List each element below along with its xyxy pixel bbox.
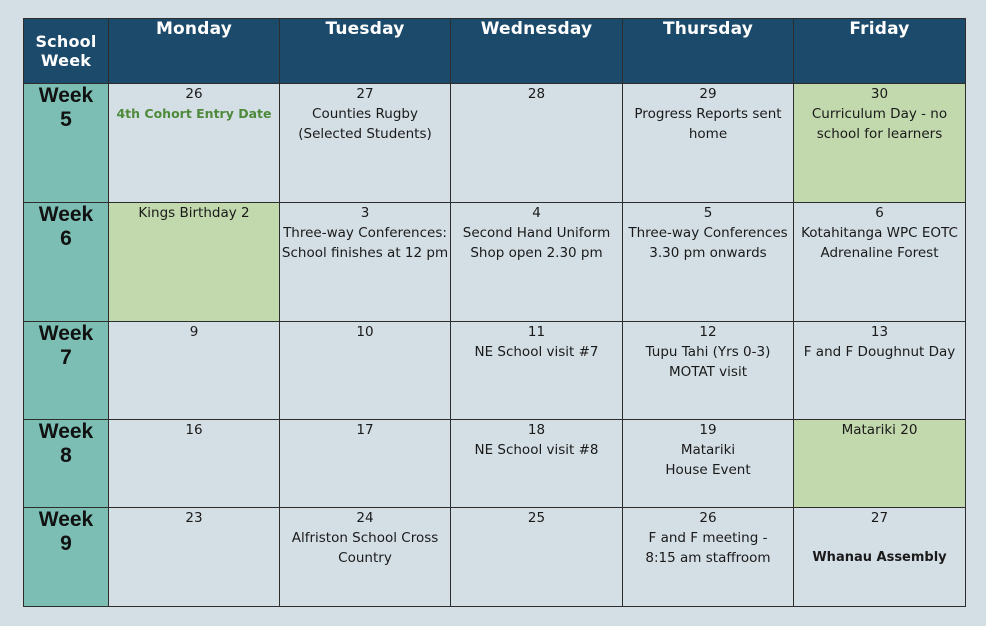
event-counties-rugby-line1: Counties Rugby [312, 106, 418, 122]
week-label-word: Week [38, 322, 94, 345]
day-number: 28 [527, 86, 546, 102]
day-cell-mon-26 [109, 84, 280, 203]
day-cell-thu-29 [623, 84, 794, 203]
day-cell-wed-4 [451, 203, 623, 322]
week-label-number: 9 [60, 532, 72, 555]
week-label-9 [24, 508, 109, 607]
day-cell-wed-18 [451, 420, 623, 508]
day-cell-wed-25 [451, 508, 623, 607]
day-cell-fri-6 [794, 203, 966, 322]
event-three-way-conferences: Three-way Conferences: School finishes at 12 pm [281, 225, 449, 261]
event-matariki-holiday: Matariki 20 [841, 422, 918, 438]
day-number: 13 [870, 324, 889, 340]
week-row-7 [24, 322, 966, 420]
day-number: 6 [875, 205, 884, 221]
header-wednesday: Wednesday [451, 19, 623, 84]
day-cell-mon-2 [109, 203, 280, 322]
event-counties-rugby-line2: (Selected Students) [298, 126, 432, 142]
event-ne-school-visit-7: NE School visit #7 [474, 344, 599, 360]
day-number: 26 [185, 86, 203, 102]
day-cell-tue-10 [280, 322, 451, 420]
event-cohort-entry: 4th Cohort Entry Date [116, 106, 272, 121]
event-cross-country: Alfriston School Cross Country [291, 530, 439, 566]
header-school-week [24, 19, 109, 84]
day-number: 30 [870, 86, 889, 102]
header-monday: Monday [109, 19, 280, 84]
event-kings-birthday: Kings Birthday 2 [138, 205, 250, 221]
day-number: 24 [356, 510, 374, 526]
week-label-word: Week [38, 508, 94, 531]
day-number: 16 [185, 422, 203, 438]
day-number: 26 [699, 510, 717, 526]
day-number: 9 [189, 324, 199, 340]
event-curriculum-day: Curriculum Day - no school for learners [811, 106, 948, 142]
event-f-and-f-meeting: F and F meeting - [648, 530, 768, 546]
week-label-number: 8 [60, 444, 72, 467]
event-uniform-shop: Second Hand Uniform Shop open 2.30 pm [462, 225, 611, 261]
event-counties-rugby [280, 104, 450, 144]
day-cell-thu-12 [623, 322, 794, 420]
cell-spacer [794, 528, 965, 548]
day-cell-mon-9 [109, 322, 280, 420]
week-label-5 [24, 84, 109, 203]
day-cell-tue-24 [280, 508, 451, 607]
header-friday: Friday [794, 19, 966, 84]
day-cell-fri-20 [794, 420, 966, 508]
week-label-7 [24, 322, 109, 420]
day-number: 27 [870, 510, 889, 526]
event-f-and-f-meeting-time: 8:15 am staffroom [645, 550, 771, 566]
week-label-word: Week [38, 203, 94, 226]
event-progress-reports: Progress Reports sent home [634, 106, 782, 142]
week-row-8 [24, 420, 966, 508]
day-cell-wed-28 [451, 84, 623, 203]
day-number: 12 [699, 324, 717, 340]
day-cell-tue-17 [280, 420, 451, 508]
day-cell-thu-5 [623, 203, 794, 322]
event-three-way-conferences-evening: Three-way Conferences 3.30 pm onwards [628, 225, 788, 261]
week-label-number: 6 [60, 227, 72, 250]
event-doughnut-day: F and F Doughnut Day [803, 344, 956, 360]
day-cell-mon-16 [109, 420, 280, 508]
day-number: 18 [527, 422, 546, 438]
week-label-number: 5 [60, 108, 72, 131]
week-row-6 [24, 203, 966, 322]
day-number: 11 [527, 324, 546, 340]
header-tuesday: Tuesday [280, 19, 451, 84]
event-eotc-adrenaline-forest: Kotahitanga WPC EOTC Adrenaline Forest [801, 225, 958, 261]
day-number: 27 [356, 86, 374, 102]
day-number: 10 [356, 324, 374, 340]
header-row [24, 19, 966, 84]
day-number: 29 [699, 86, 717, 102]
day-number: 3 [360, 205, 370, 221]
event-matariki: Matariki [680, 442, 736, 458]
header-thursday: Thursday [623, 19, 794, 84]
week-row-9 [24, 508, 966, 607]
week-label-word: Week [38, 84, 94, 107]
event-whanau-assembly: Whanau Assembly [812, 550, 947, 565]
week-row-5 [24, 84, 966, 203]
event-house-event: House Event [665, 462, 751, 478]
day-number: 23 [185, 510, 203, 526]
day-cell-fri-27 [794, 508, 966, 607]
day-number: 25 [527, 510, 546, 526]
day-cell-fri-13 [794, 322, 966, 420]
school-calendar-table [23, 18, 966, 607]
day-cell-tue-3 [280, 203, 451, 322]
event-motat-visit: Tupu Tahi (Yrs 0-3) MOTAT visit [645, 344, 771, 380]
header-school-week-line1: School [35, 32, 97, 51]
day-cell-thu-19 [623, 420, 794, 508]
event-ne-school-visit-8: NE School visit #8 [474, 442, 599, 458]
day-number: 19 [699, 422, 717, 438]
day-cell-thu-26 [623, 508, 794, 607]
day-cell-mon-23 [109, 508, 280, 607]
day-number: 4 [532, 205, 541, 221]
day-number: 17 [356, 422, 374, 438]
week-label-word: Week [38, 420, 94, 443]
day-cell-wed-11 [451, 322, 623, 420]
day-cell-tue-27 [280, 84, 451, 203]
day-number: 5 [703, 205, 713, 221]
header-school-week-line2: Week [40, 51, 92, 70]
day-cell-fri-30 [794, 84, 966, 203]
week-label-8 [24, 420, 109, 508]
week-label-number: 7 [60, 346, 72, 369]
week-label-6 [24, 203, 109, 322]
